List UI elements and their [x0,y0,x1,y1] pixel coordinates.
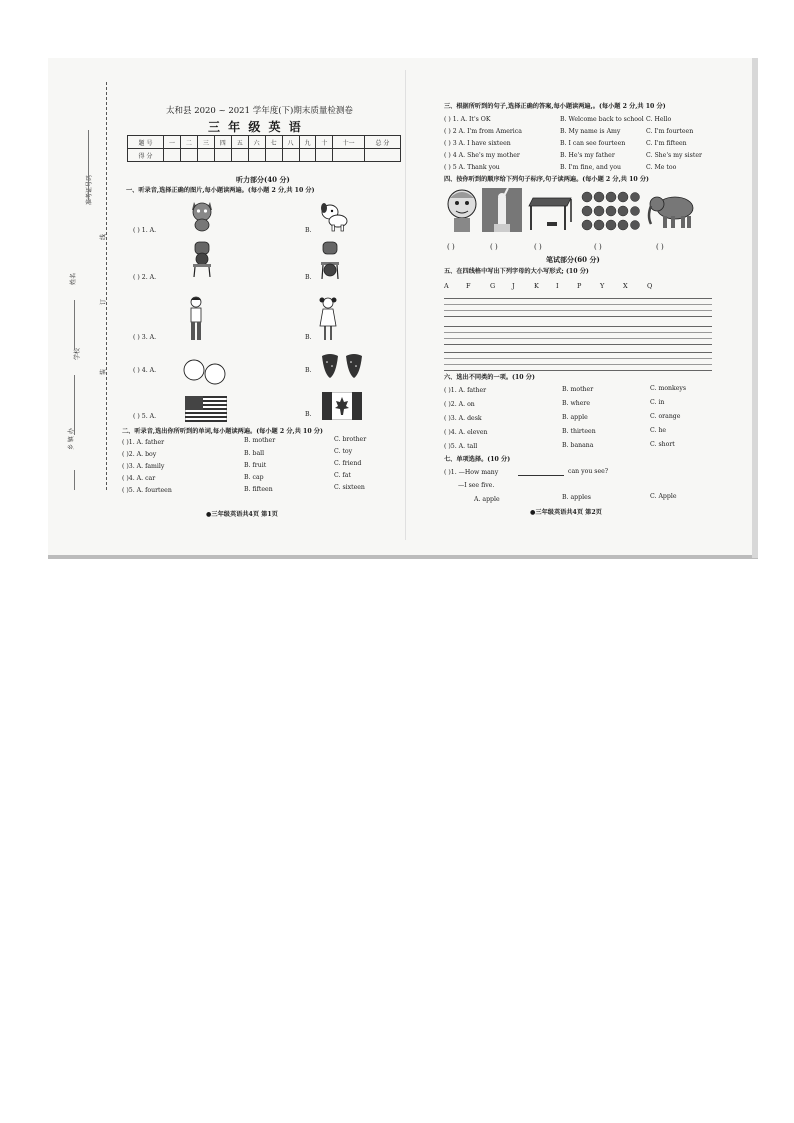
s2-item-b: B. fifteen [244,486,273,493]
score-header-row [128,136,401,149]
writing-grid-line [444,310,712,311]
strawberries-icon [318,350,368,380]
score-table [127,135,401,162]
s3-item-a: ( ) 1. A. It's OK [444,116,491,123]
boy-icon [186,296,206,344]
s6-item-c: C. in [650,399,665,406]
s6-item-c: C. short [650,441,675,448]
s3-item-b: B. Welcome back to school [560,116,644,123]
letter: Y [600,282,605,290]
s7-question-rest: can you see? [568,468,609,475]
s3-item-a: ( ) 3 A. I have sixteen [444,140,511,147]
s2-item-c: C. friend [334,460,362,467]
s7-option-b: B. apples [562,494,591,501]
score-header-cell: 三 [197,136,214,149]
s4-blank[interactable]: ( ) [490,243,498,251]
score-header-cell: 一 [164,136,181,149]
s6-item-a: ( )4. A. eleven [444,429,488,436]
score-header-cell: 五 [231,136,248,149]
writing-grid-line [444,326,712,327]
s2-item-c: C. fat [334,472,351,479]
label-name: 姓名 [70,272,77,285]
writing-grid-line [444,352,712,353]
elephant-icon [645,192,699,230]
score-header-cell: 二 [180,136,197,149]
s6-item-c: C. orange [650,413,681,420]
writing-title: 笔试部分(60 分) [546,255,600,264]
s1-item-2: ( ) 2. A. [133,274,157,281]
s7-question: ( )1. —How many [444,469,499,476]
s6-item-a: ( )2. A. on [444,401,475,408]
section1-title: 一、听录音,选择正确的图片,每小题读两遍。(每小题 2 分,共 10 分) [126,187,315,194]
footer-right: ●三年级英语共4页 第2页 [530,509,602,516]
s4-blank[interactable]: ( ) [594,243,602,251]
score-cell[interactable] [180,149,197,162]
section3-title: 三、根据所听到的句子,选择正确的答案,每小题读两遍,。(每小题 2 分,共 10 分) [444,103,666,110]
s6-item-c: C. monkeys [650,385,687,392]
section7-title: 七、单项选择。(10 分) [444,456,511,463]
s6-item-b: B. apple [562,414,588,421]
writing-grid-line [444,316,712,317]
s4-blank[interactable]: ( ) [447,243,455,251]
letter: Q [647,282,653,290]
s3-item-c: C. I'm fifteen [646,140,687,147]
cat-icon [188,198,216,232]
s6-item-c: C. he [650,427,667,434]
footer-left: ●三年级英语共4页 第1页 [206,511,278,518]
score-header-cell: 四 [214,136,231,149]
score-header-cell: 总 分 [364,136,400,149]
label-school: 学校 [74,347,81,360]
s4-blank[interactable]: ( ) [534,243,542,251]
score-cell[interactable] [197,149,214,162]
s3-item-a: ( ) 5 A. Thank you [444,164,500,171]
chair-with-ball-icon [318,240,342,280]
s3-item-c: C. I'm fourteen [646,128,694,135]
score-cell[interactable] [231,149,248,162]
score-cell[interactable] [265,149,282,162]
center-fold [405,70,406,540]
s2-item-b: B. mother [244,437,276,444]
writing-grid-line [444,358,712,359]
score-cell[interactable] [282,149,299,162]
letter: X [623,282,628,290]
dog-icon [318,202,350,232]
s1-item-5: ( ) 5. A. [133,413,157,420]
writing-grid-line [444,370,712,371]
letter: F [466,282,471,290]
label-zhuang: 装 [100,368,107,375]
exam-title: 太和县 2020 ~ 2021 学年度(下)期末质量检测卷 [166,106,353,116]
score-header-cell: 题 号 [128,136,164,149]
s7-answer-blank[interactable] [518,475,564,476]
s6-item-b: B. thirteen [562,428,596,435]
s1-item-3-b: B. [305,334,312,341]
statue-of-liberty-icon [482,188,522,232]
desk-icon [527,192,575,232]
writing-grid-line [444,304,712,305]
letter: I [556,282,559,290]
s3-item-b: B. My name is Amy [560,128,621,135]
s2-item-c: C. sixteen [334,484,365,491]
s2-item-b: B. cap [244,474,264,481]
score-cell[interactable] [248,149,265,162]
writing-grid-line [444,344,712,345]
canada-flag-icon [322,392,362,420]
s3-item-c: C. She's my sister [646,152,702,159]
s6-item-a: ( )5. A. tall [444,443,478,450]
s7-answer-line: —I see five. [458,482,495,489]
blank-line [74,300,75,350]
subject-title: 三 年 级 英 语 [208,120,303,134]
s2-item-b: B. fruit [244,462,267,469]
s1-item-4: ( ) 4. A. [133,367,157,374]
score-header-cell: 十 [316,136,333,149]
s3-item-a: ( ) 2 A. I'm from America [444,128,522,135]
girl-icon [316,296,340,344]
s2-item-a: ( )1. A. father [122,439,165,446]
s1-item-4-b: B. [305,367,312,374]
section5-title: 五、在四线格中写出下列字母的大小写形式; (10 分) [444,268,589,275]
s7-option-c: C. Apple [650,493,677,500]
writing-grid-line [444,338,712,339]
writing-grid-line [444,364,712,365]
s3-item-c: C. Me too [646,164,677,171]
score-row-label: 得 分 [128,149,164,162]
score-cell[interactable] [299,149,316,162]
s1-item-5-b: B. [305,411,312,418]
score-cell[interactable] [164,149,181,162]
s6-item-a: ( )3. A. desk [444,415,482,422]
blank-line [74,470,75,490]
label-county: 乡 镇 办 [68,428,75,450]
letter: J [512,282,515,290]
usa-flag-icon [185,396,227,422]
s2-item-a: ( )2. A. boy [122,451,157,458]
score-header-cell: 九 [299,136,316,149]
chair-with-ball-icon [190,240,214,278]
s2-item-a: ( )5. A. fourteen [122,487,172,494]
section4-title: 四、按你听到的顺序给下列句子标序,句子读两遍。(每小题 2 分,共 10 分) [444,176,649,183]
blank-line [88,130,89,200]
s2-item-b: B. ball [244,450,265,457]
s3-item-b: B. I'm fine, and you [560,164,621,171]
score-header-cell: 八 [282,136,299,149]
letter: K [534,282,539,290]
listening-title: 听力部分(40 分) [236,175,290,184]
s7-option-a: A. apple [474,496,500,503]
label-line: 线 [100,233,107,240]
score-cell[interactable] [364,149,400,162]
letter: A [444,282,449,290]
s1-item-3: ( ) 3. A. [133,334,157,341]
s1-item-1-b: B. [305,227,312,234]
label-exam-id: 准考证号码 [86,174,93,205]
s3-item-b: B. He's my father [560,152,615,159]
blank-line [74,375,75,435]
score-cell[interactable] [214,149,231,162]
oranges-icon [182,358,228,386]
s1-item-2-b: B. [305,274,312,281]
writing-grid-line [444,298,712,299]
apples-icon [580,190,640,232]
scan-bottom-edge [48,555,758,559]
s3-item-b: B. I can see fourteen [560,140,626,147]
scan-right-edge [752,58,758,558]
s6-item-b: B. mother [562,386,594,393]
s4-blank[interactable]: ( ) [656,243,664,251]
section2-title: 二、听录音,选出你所听到的单词,每小题读两遍。(每小题 2 分,共 10 分) [122,428,323,435]
s2-item-a: ( )4. A. car [122,475,156,482]
s2-item-c: C. brother [334,436,367,443]
s1-item-1: ( ) 1. A. [133,227,157,234]
letter: P [577,282,582,290]
s6-item-b: B. banana [562,442,594,449]
s2-item-a: ( )3. A. family [122,463,165,470]
score-header-cell: 六 [248,136,265,149]
score-header-cell: 七 [265,136,282,149]
s3-item-c: C. Hello [646,116,672,123]
s2-item-c: C. toy [334,448,353,455]
binding-dashed-line [106,82,107,490]
score-cell[interactable] [333,149,364,162]
s6-item-b: B. where [562,400,591,407]
s3-item-a: ( ) 4 A. She's my mother [444,152,520,159]
label-ding: 订 [100,298,107,305]
section6-title: 六、选出不同类的一项。(10 分) [444,374,535,381]
old-man-icon [444,186,480,232]
score-header-cell: 十一 [333,136,364,149]
score-value-row [128,149,401,162]
writing-grid-line [444,332,712,333]
letter: G [490,282,496,290]
score-cell[interactable] [316,149,333,162]
s6-item-a: ( )1. A. father [444,387,487,394]
